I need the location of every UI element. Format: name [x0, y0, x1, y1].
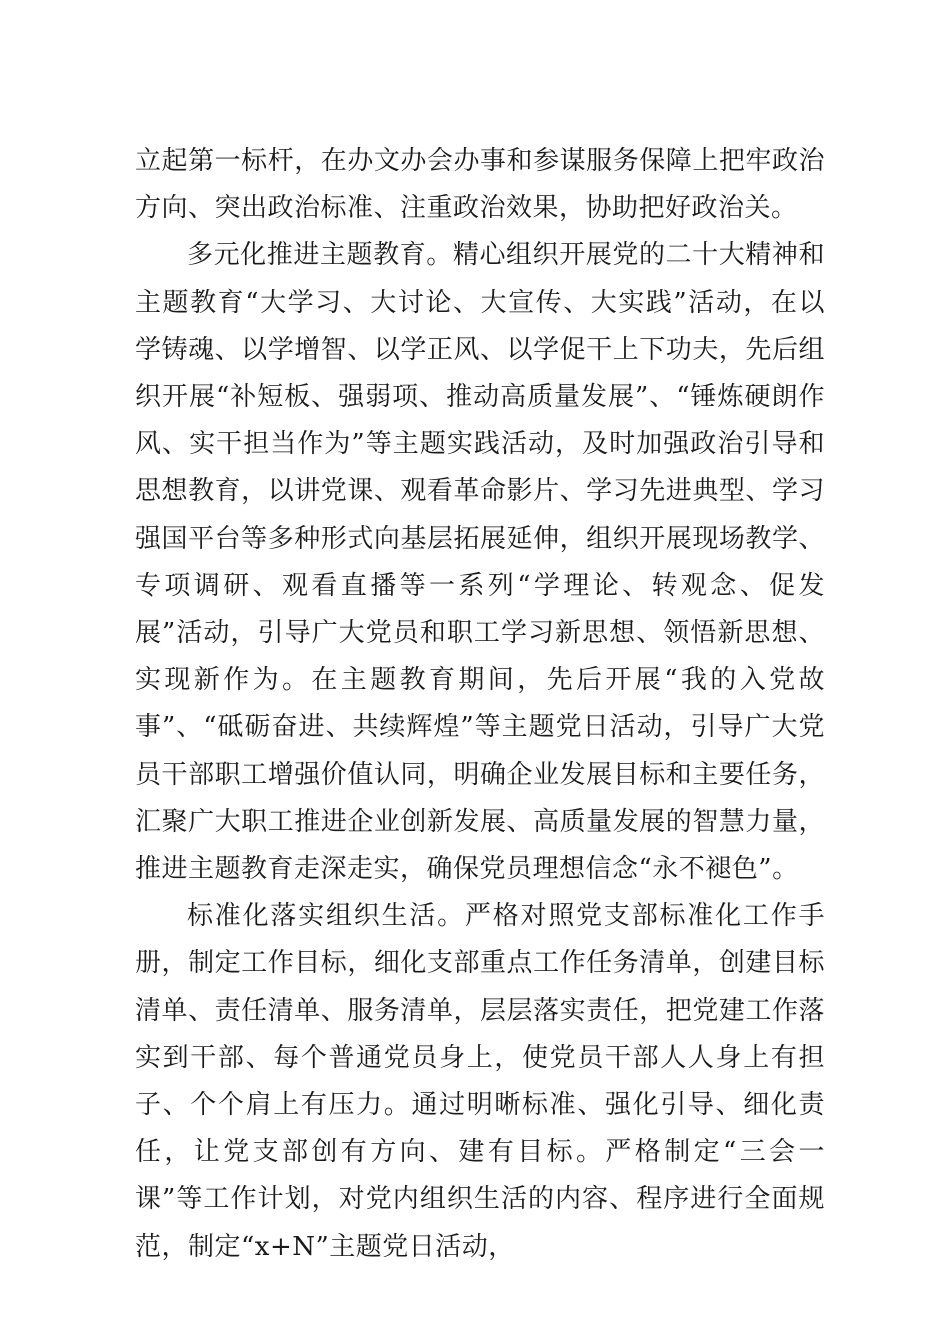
document-body: [135, 138, 825, 1271]
paragraph-organization-life: 标准化落实组织生活。严格对照党支部标准化工作手册，制定工作目标，细化支部重点工作任务清单，创建目标清单、责任清单、服务清单，层层落实责任，把党建工作落实到干部、每个普通党员身上，使党员干部人人身上有担子、个个肩上有压力。通过明晰标准、强化引导、细化责任，让党支部创有方向、建有目标。严格制定“三会一课”等工作计划，对党内组织生活的内容、程序进行全面规范，制定“x+N”主题党日活动，: [135, 901, 825, 1262]
paragraph-continuation: 立起第一标杆，在办文办会办事和参谋服务保障上把牢政治方向、突出政治标准、注重政治效果，协助把好政治关。: [135, 146, 825, 224]
paragraph-theme-education: 多元化推进主题教育。精心组织开展党的二十大精神和主题教育“大学习、大讨论、大宣传、大实践”活动，在以学铸魂、以学增智、以学正风、以学促干上下功夫，先后组织开展“补短板、强弱项、推动高质量发展”、“锤炼硬朗作风、实干担当作为”等主题实践活动，及时加强政治引导和思想教育，以讲党课、观看革命影片、学习先进典型、学习强国平台等多种形式向基层拓展延伸，组织开展现场教学、专项调研、观看直播等一系列“学理论、转观念、促发展”活动，引导广大党员和职工学习新思想、领悟新思想、实现新作为。在主题教育期间，先后开展“我的入党故事”、“砥砺奋进、共续辉煌”等主题党日活动，引导广大党员干部职工增强价值认同，明确企业发展目标和主要任务，汇聚广大职工推进企业创新发展、高质量发展的智慧力量，推进主题教育走深走实，确保党员理想信念“永不褪色”。: [135, 240, 825, 885]
